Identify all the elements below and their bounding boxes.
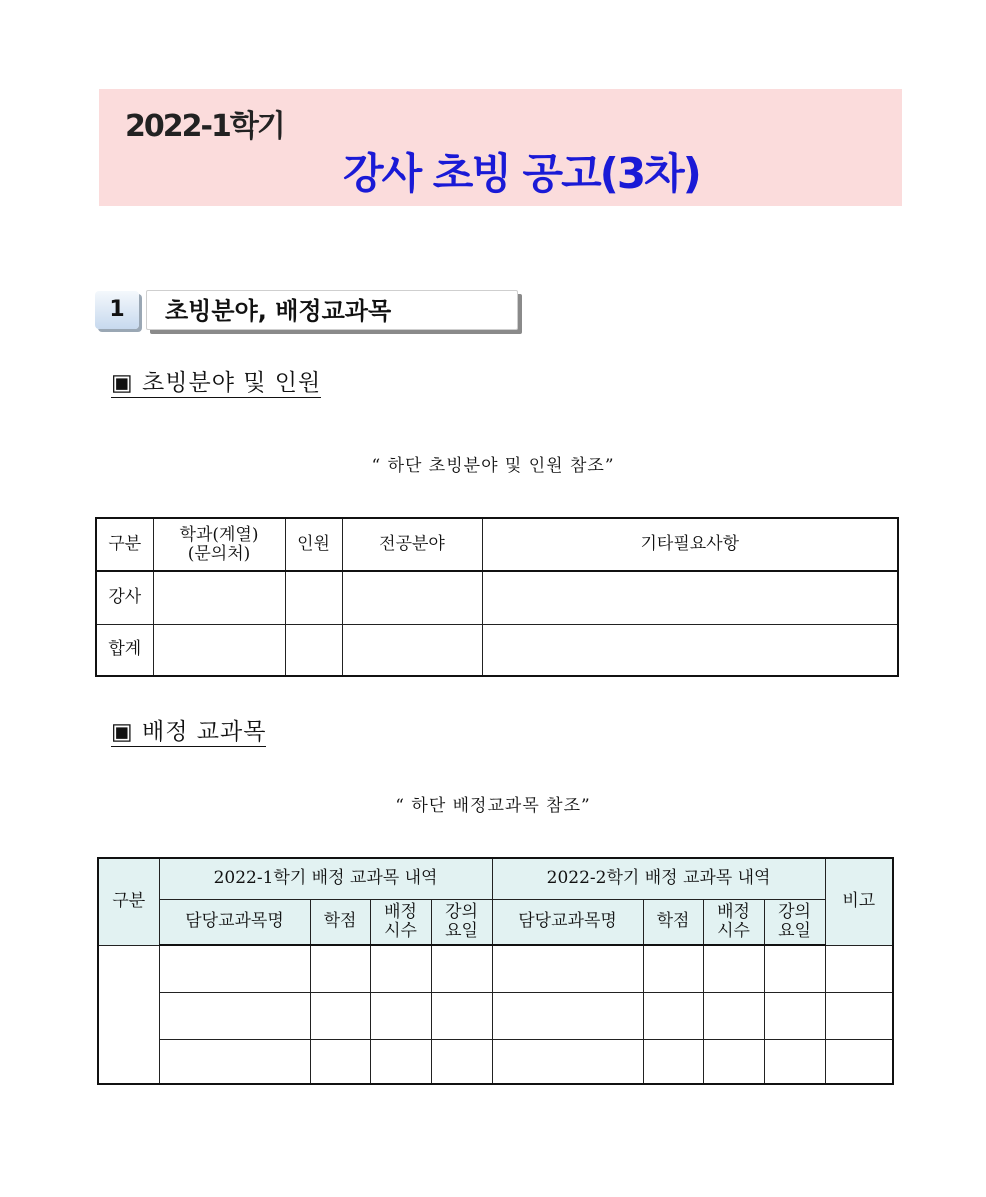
table-row	[98, 945, 893, 992]
table-cell	[643, 1039, 703, 1084]
table-cell	[98, 945, 159, 1084]
table-cell	[159, 945, 310, 992]
col-category: 구분	[98, 858, 159, 945]
table-cell	[703, 992, 764, 1039]
col-day	[431, 899, 492, 945]
table-cell	[492, 992, 643, 1039]
table-row	[96, 624, 898, 676]
table-cell	[310, 1039, 370, 1084]
subheading-courses: ▣ 배정 교과목	[111, 719, 267, 745]
recruitment-table	[95, 517, 899, 677]
table-row	[98, 1039, 893, 1084]
courses-table	[97, 857, 894, 1085]
table-row	[98, 992, 893, 1039]
col-course-name: 담당교과목명	[159, 899, 310, 945]
col-day-line2: 요일	[778, 920, 811, 941]
table-cell	[825, 992, 893, 1039]
col-day-line1: 강의	[445, 901, 478, 922]
col-hours	[703, 899, 764, 945]
table-cell	[825, 945, 893, 992]
table-cell	[285, 571, 342, 624]
table-cell	[643, 945, 703, 992]
col-major-field: 전공분야	[342, 518, 482, 571]
table-cell	[764, 1039, 825, 1084]
table-cell	[703, 1039, 764, 1084]
col-remarks: 비고	[825, 858, 893, 945]
table-cell	[764, 992, 825, 1039]
table-cell	[310, 945, 370, 992]
col-hours-line1: 배정	[384, 901, 417, 922]
table-cell	[825, 1039, 893, 1084]
col-category: 구분	[96, 518, 153, 571]
group-2022-2: 2022-2학기 배정 교과목 내역	[492, 858, 825, 899]
col-department-line2: (문의처)	[187, 543, 251, 564]
col-hours	[370, 899, 431, 945]
table-row	[96, 571, 898, 624]
group-2022-1: 2022-1학기 배정 교과목 내역	[159, 858, 492, 899]
table-cell	[643, 992, 703, 1039]
col-headcount: 인원	[285, 518, 342, 571]
table-cell	[159, 992, 310, 1039]
table-cell	[310, 992, 370, 1039]
table-cell	[431, 945, 492, 992]
table-header-row	[98, 858, 893, 899]
table-cell	[370, 1039, 431, 1084]
col-hours-line1: 배정	[717, 901, 750, 922]
col-department	[153, 518, 285, 571]
row-label: 합계	[96, 624, 153, 676]
table-cell	[153, 624, 285, 676]
col-other-requirements: 기타필요사항	[482, 518, 898, 571]
table-cell	[370, 945, 431, 992]
table-cell	[482, 571, 898, 624]
table-cell	[153, 571, 285, 624]
col-credit: 학점	[310, 899, 370, 945]
col-department-line1: 학과(계열)	[179, 524, 259, 545]
col-hours-line2: 시수	[384, 920, 417, 941]
section-title: 초빙분야, 배정교과목	[146, 290, 518, 330]
table-cell	[342, 624, 482, 676]
col-credit: 학점	[643, 899, 703, 945]
table-cell	[285, 624, 342, 676]
col-course-name: 담당교과목명	[492, 899, 643, 945]
table-cell	[159, 1039, 310, 1084]
section-number-badge: 1	[95, 291, 139, 329]
table-cell	[342, 571, 482, 624]
table-cell	[431, 1039, 492, 1084]
semester-label: 2022-1학기	[125, 109, 284, 144]
note-courses: “ 하단 배정교과목 참조”	[395, 796, 591, 816]
note-recruitment: “ 하단 초빙분야 및 인원 참조”	[371, 456, 615, 476]
table-subheader-row	[98, 899, 893, 945]
table-header-row	[96, 518, 898, 571]
subheading-recruitment: ▣ 초빙분야 및 인원	[111, 370, 322, 396]
col-day-line1: 강의	[778, 901, 811, 922]
col-day	[764, 899, 825, 945]
col-day-line2: 요일	[445, 920, 478, 941]
table-cell	[482, 624, 898, 676]
col-hours-line2: 시수	[717, 920, 750, 941]
row-label: 강사	[96, 571, 153, 624]
table-cell	[370, 992, 431, 1039]
table-cell	[492, 1039, 643, 1084]
page-title: 강사 초빙 공고(3차)	[343, 149, 700, 198]
table-cell	[431, 992, 492, 1039]
table-cell	[764, 945, 825, 992]
table-cell	[492, 945, 643, 992]
table-cell	[703, 945, 764, 992]
